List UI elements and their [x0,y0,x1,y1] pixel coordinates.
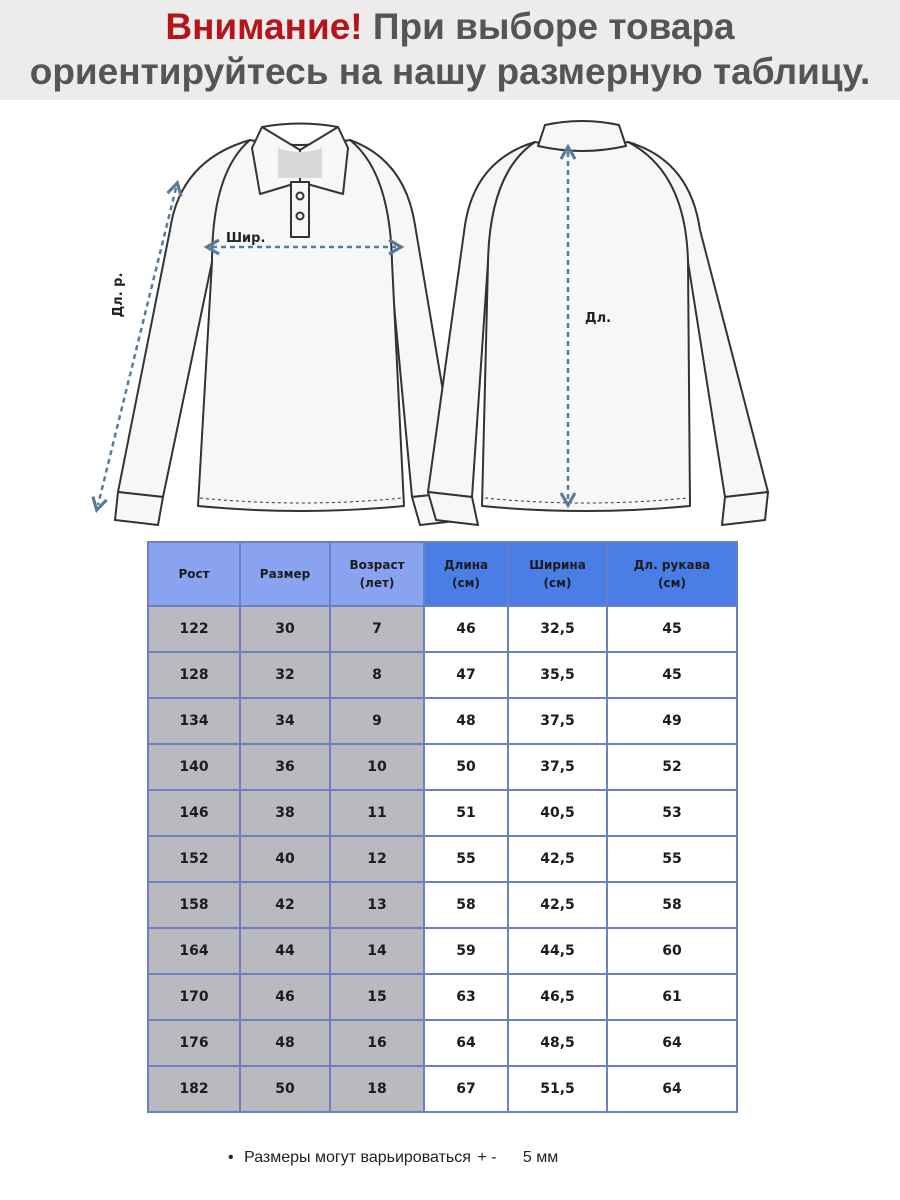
cell-size: 36 [240,744,330,790]
width-label: Шир. [226,231,266,246]
table-row [148,1020,737,1066]
cell-width: 48,5 [508,1020,607,1066]
cell-length: 58 [424,882,508,928]
cell-width: 51,5 [508,1066,607,1112]
sleeve-length-label: Дл. р. [111,272,126,318]
cell-sleeve-length: 60 [607,928,737,974]
neck-lining [278,148,322,178]
cell-height: 146 [148,790,240,836]
table-row [148,744,737,790]
cell-size: 34 [240,698,330,744]
cell-age: 15 [330,974,424,1020]
front-left-cuff [115,492,163,525]
cell-height: 170 [148,974,240,1020]
banner-line-1 [0,0,900,49]
cell-size: 46 [240,974,330,1020]
back-left-cuff [428,492,478,525]
cell-age: 7 [330,606,424,652]
back-right-cuff [722,492,768,525]
cell-size: 44 [240,928,330,974]
cell-age: 14 [330,928,424,974]
cell-height: 134 [148,698,240,744]
cell-sleeve-length: 64 [607,1020,737,1066]
cell-age: 11 [330,790,424,836]
back-collar [538,121,626,151]
table-row [148,790,737,836]
cell-width: 42,5 [508,882,607,928]
length-label: Дл. [585,311,612,326]
cell-width: 35,5 [508,652,607,698]
header-age: Возраст (лет) [330,542,424,606]
cell-age: 12 [330,836,424,882]
front-shirt [115,124,465,526]
back-body [482,142,690,511]
footnote [228,1149,558,1167]
cell-height: 152 [148,836,240,882]
header-sleeve-length: Дл. рукава (см) [607,542,737,606]
cell-height: 140 [148,744,240,790]
cell-width: 32,5 [508,606,607,652]
cell-length: 46 [424,606,508,652]
cell-size: 50 [240,1066,330,1112]
front-placket [291,182,309,237]
cell-width: 37,5 [508,744,607,790]
cell-sleeve-length: 64 [607,1066,737,1112]
cell-width: 46,5 [508,974,607,1020]
front-button-2 [297,213,304,220]
bullet-icon: • [228,1149,234,1166]
cell-height: 128 [148,652,240,698]
warning-word: Внимание! [165,6,363,47]
cell-length: 67 [424,1066,508,1112]
header-width: Ширина (см) [508,542,607,606]
table-row [148,974,737,1020]
header-height: Рост [148,542,240,606]
table-row [148,882,737,928]
warning-banner [0,0,900,100]
cell-height: 158 [148,882,240,928]
cell-sleeve-length: 45 [607,652,737,698]
cell-size: 42 [240,882,330,928]
cell-sleeve-length: 61 [607,974,737,1020]
cell-sleeve-length: 53 [607,790,737,836]
cell-size: 30 [240,606,330,652]
table-header-row [148,542,737,606]
cell-length: 48 [424,698,508,744]
cell-sleeve-length: 45 [607,606,737,652]
cell-age: 10 [330,744,424,790]
cell-length: 47 [424,652,508,698]
cell-length: 63 [424,974,508,1020]
footnote-text: Размеры могут варьироваться [244,1149,471,1166]
cell-width: 40,5 [508,790,607,836]
cell-height: 182 [148,1066,240,1112]
table-row [148,928,737,974]
cell-length: 50 [424,744,508,790]
cell-length: 55 [424,836,508,882]
cell-height: 122 [148,606,240,652]
cell-width: 42,5 [508,836,607,882]
table-row [148,606,737,652]
cell-size: 48 [240,1020,330,1066]
header-size: Размер [240,542,330,606]
cell-size: 32 [240,652,330,698]
cell-age: 13 [330,882,424,928]
table-row [148,652,737,698]
cell-sleeve-length: 55 [607,836,737,882]
front-button-1 [297,193,304,200]
cell-age: 18 [330,1066,424,1112]
size-table [147,541,738,1113]
footnote-tolerance: + - [477,1149,497,1166]
cell-width: 37,5 [508,698,607,744]
cell-height: 176 [148,1020,240,1066]
cell-size: 38 [240,790,330,836]
cell-age: 16 [330,1020,424,1066]
cell-height: 164 [148,928,240,974]
footnote-unit: 5 мм [522,1149,559,1166]
banner-line-1-text: При выборе товара [362,6,735,47]
banner-line-2: ориентируйтесь на нашу размерную таблицу. [29,51,871,92]
table-row [148,698,737,744]
front-neck [262,124,338,128]
cell-sleeve-length: 49 [607,698,737,744]
cell-sleeve-length: 58 [607,882,737,928]
garment-diagram [0,110,900,530]
cell-length: 51 [424,790,508,836]
cell-age: 9 [330,698,424,744]
cell-size: 40 [240,836,330,882]
cell-sleeve-length: 52 [607,744,737,790]
table-row [148,836,737,882]
cell-age: 8 [330,652,424,698]
cell-width: 44,5 [508,928,607,974]
cell-length: 59 [424,928,508,974]
table-row [148,1066,737,1112]
header-length: Длина (см) [424,542,508,606]
cell-length: 64 [424,1020,508,1066]
